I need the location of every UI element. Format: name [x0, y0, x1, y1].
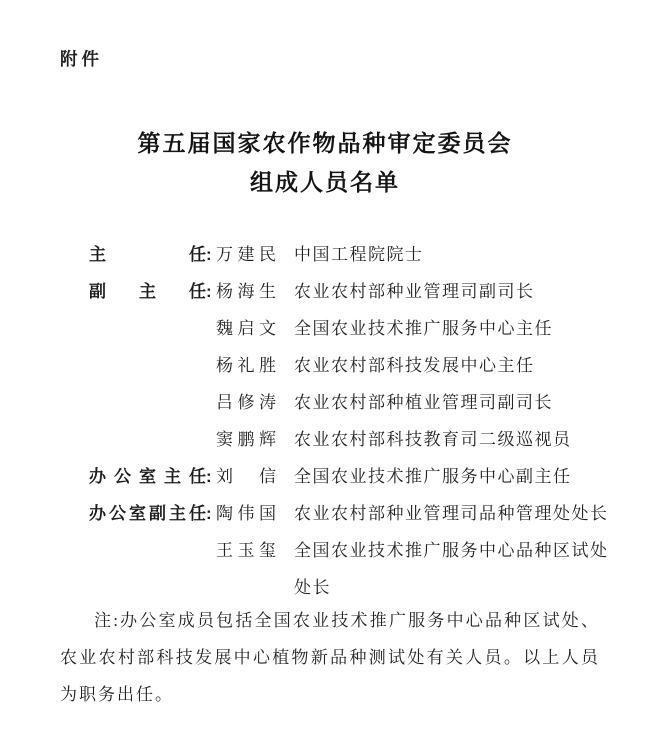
roster-row: [89, 458, 626, 495]
attachment-label: 附件: [60, 49, 103, 69]
member-name: 杨海生: [216, 282, 276, 301]
role-label: 办公室主任: [89, 467, 206, 486]
role-colon: :: [206, 504, 212, 523]
member-position: 全国农业技术推广服务中心主任: [294, 319, 553, 338]
role-colon: :: [206, 282, 212, 301]
member-position: 农业农村部科技教育司二级巡视员: [294, 430, 572, 449]
member-roster: [89, 236, 626, 606]
member-position: 中国工程院院士: [294, 245, 424, 264]
role-label: 副主任: [89, 282, 206, 301]
roster-row: [89, 421, 626, 458]
role-colon: :: [206, 467, 212, 486]
roster-row: [89, 495, 626, 532]
roster-row: [89, 236, 626, 273]
member-name: 万建民: [216, 245, 276, 264]
member-name: 窦鹏辉: [216, 430, 276, 449]
member-position: 农业农村部种植业管理司副司长: [294, 393, 553, 412]
roster-row: [89, 273, 626, 310]
member-position: 全国农业技术推广服务中心品种区试处处长: [294, 541, 609, 597]
member-name: 杨礼胜: [216, 356, 276, 375]
member-position: 农业农村部种业管理司品种管理处处长: [294, 504, 609, 523]
role-label: 办公室副主任: [89, 504, 206, 523]
role-colon: :: [206, 245, 212, 264]
footnote: 注:办公室成员包括全国农业技术推广服务中心品种区试处、农业农村部科技发展中心植物新品种测试处有关人员。以上人员为职务出任。: [60, 611, 600, 704]
member-name: 陶伟国: [216, 504, 276, 523]
role-label: 主任: [89, 245, 206, 264]
member-position: 农业农村部科技发展中心主任: [294, 356, 535, 375]
roster-row: [89, 384, 626, 421]
roster-row: [89, 347, 626, 384]
member-name: 魏启文: [216, 319, 276, 338]
member-name: 吕修涛: [216, 393, 276, 412]
member-name: 王玉玺: [216, 541, 276, 560]
document-title: [0, 124, 650, 202]
member-position: 农业农村部种业管理司副司长: [294, 282, 535, 301]
document-title-line-1: 第五届国家农作物品种审定委员会: [137, 131, 513, 156]
member-name: 刘信: [216, 467, 276, 486]
member-position: 全国农业技术推广服务中心副主任: [294, 467, 572, 486]
document-title-line-2: 组成人员名单: [250, 170, 400, 195]
roster-row: [89, 310, 626, 347]
roster-row: [89, 532, 626, 606]
